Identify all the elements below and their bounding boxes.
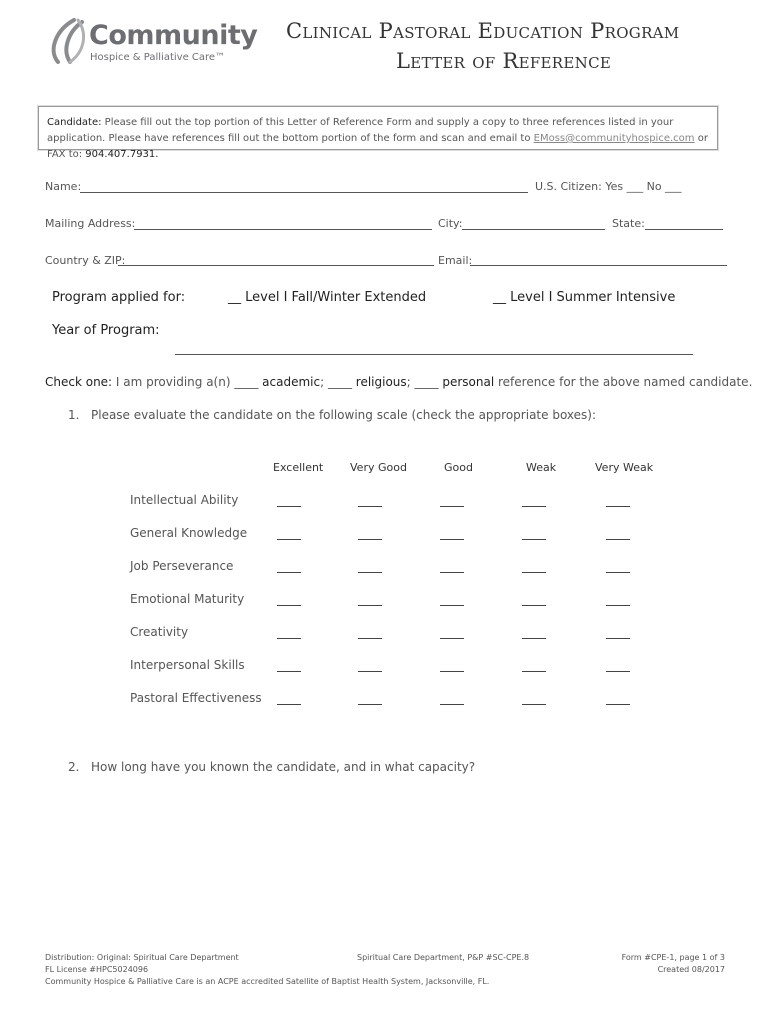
country-zip-label: Country & ZIP:	[45, 254, 126, 267]
email-link[interactable]: EMoss@communityhospice.com	[533, 133, 695, 144]
citizen-label[interactable]: U.S. Citizen: Yes ___ No ___	[535, 180, 682, 193]
rating-blank-emotional-maturity-very-good[interactable]	[358, 605, 382, 606]
email-label: Email:	[438, 254, 473, 267]
rating-blank-job-perseverance-weak[interactable]	[522, 572, 546, 573]
scale-header-good: Good	[444, 461, 473, 474]
rating-blank-job-perseverance-very-good[interactable]	[358, 572, 382, 573]
rating-blank-interpersonal-skills-excellent[interactable]	[277, 671, 301, 672]
footer-license: FL License #HPC5024096	[45, 965, 149, 974]
scale-header-very-weak: Very Weak	[595, 461, 654, 474]
criterion-job-perseverance: Job Perseverance	[130, 559, 234, 573]
fax-text: or FAX to:	[47, 133, 708, 160]
footer-accreditation: Community Hospice & Palliative Care is an ACPE accredited Satellite of Baptist Health System, Jacksonville, FL.	[45, 977, 490, 986]
fax-number: 904.407.7931.	[85, 149, 159, 160]
footer-department: Spiritual Care Department, P&P #SC-CPE.8	[357, 953, 530, 962]
rating-blank-general-knowledge-weak[interactable]	[522, 539, 546, 540]
program-option-summer[interactable]: __ Level I Summer Intensive	[493, 290, 676, 305]
rating-blank-pastoral-effectiveness-very-good[interactable]	[358, 704, 382, 705]
rating-blank-pastoral-effectiveness-weak[interactable]	[522, 704, 546, 705]
rating-blank-general-knowledge-very-weak[interactable]	[606, 539, 630, 540]
rating-blank-general-knowledge-good[interactable]	[440, 539, 464, 540]
criterion-interpersonal-skills: Interpersonal Skills	[130, 658, 245, 672]
form-title-line1: Clinical Pastoral Education Program	[286, 19, 680, 43]
rating-blank-intellectual-ability-very-weak[interactable]	[606, 506, 630, 507]
criterion-intellectual-ability: Intellectual Ability	[130, 493, 239, 507]
rating-blank-interpersonal-skills-very-good[interactable]	[358, 671, 382, 672]
rating-blank-creativity-good[interactable]	[440, 638, 464, 639]
rating-blank-interpersonal-skills-weak[interactable]	[522, 671, 546, 672]
rating-blank-general-knowledge-excellent[interactable]	[277, 539, 301, 540]
religious-option: religious	[355, 375, 407, 389]
state-label: State:	[612, 217, 645, 230]
academic-blank[interactable]: ____	[234, 375, 259, 389]
question-2-number: 2.	[68, 760, 80, 774]
academic-option: academic	[262, 375, 321, 389]
country-zip-field[interactable]	[118, 265, 434, 266]
city-label: City:	[438, 217, 463, 230]
instructions-label: Candidate:	[47, 117, 102, 128]
footer-created: Created 08/2017	[657, 965, 725, 974]
email-field[interactable]	[470, 265, 727, 266]
criterion-pastoral-effectiveness: Pastoral Effectiveness	[130, 691, 262, 705]
program-label: Program applied for:	[52, 290, 186, 305]
rating-blank-interpersonal-skills-very-weak[interactable]	[606, 671, 630, 672]
rating-blank-interpersonal-skills-good[interactable]	[440, 671, 464, 672]
question-1-text: Please evaluate the candidate on the following scale (check the appropriate boxes):	[91, 408, 597, 422]
personal-option: personal	[442, 375, 495, 389]
name-label: Name:	[45, 180, 82, 193]
logo-wordmark: Community	[89, 20, 258, 51]
rating-blank-emotional-maturity-good[interactable]	[440, 605, 464, 606]
criterion-emotional-maturity: Emotional Maturity	[130, 592, 245, 606]
rating-blank-creativity-very-good[interactable]	[358, 638, 382, 639]
sep-1: ;	[320, 375, 328, 389]
religious-blank[interactable]: ____	[327, 375, 352, 389]
rating-blank-intellectual-ability-excellent[interactable]	[277, 506, 301, 507]
rating-blank-general-knowledge-very-good[interactable]	[358, 539, 382, 540]
rating-blank-emotional-maturity-weak[interactable]	[522, 605, 546, 606]
rating-blank-job-perseverance-excellent[interactable]	[277, 572, 301, 573]
rating-blank-pastoral-effectiveness-good[interactable]	[440, 704, 464, 705]
footer-distribution: Distribution: Original: Spiritual Care Department	[45, 953, 239, 962]
rating-blank-intellectual-ability-weak[interactable]	[522, 506, 546, 507]
instructions-text: Please fill out the top portion of this Letter of Reference Form and supply a copy to three references listed in your application. Please have references fill out the bottom portion of the form and scan and email to	[47, 117, 674, 144]
mailing-address-field[interactable]	[134, 229, 432, 230]
rating-blank-creativity-weak[interactable]	[522, 638, 546, 639]
program-option-fall-winter[interactable]: __ Level I Fall/Winter Extended	[228, 290, 427, 305]
rating-blank-job-perseverance-good[interactable]	[440, 572, 464, 573]
rating-blank-creativity-very-weak[interactable]	[606, 638, 630, 639]
rating-blank-emotional-maturity-excellent[interactable]	[277, 605, 301, 606]
state-field[interactable]	[645, 229, 723, 230]
criterion-creativity: Creativity	[130, 625, 189, 639]
city-field[interactable]	[462, 229, 605, 230]
rating-blank-job-perseverance-very-weak[interactable]	[606, 572, 630, 573]
mailing-address-label: Mailing Address:	[45, 217, 136, 230]
footer-form-number: Form #CPE-1, page 1 of 3	[621, 953, 725, 962]
instructions-box	[38, 106, 718, 160]
rating-blank-intellectual-ability-very-good[interactable]	[358, 506, 382, 507]
rating-blank-intellectual-ability-good[interactable]	[440, 506, 464, 507]
rating-blank-creativity-excellent[interactable]	[277, 638, 301, 639]
question-2-text: How long have you known the candidate, and in what capacity?	[91, 760, 476, 774]
scale-header-weak: Weak	[526, 461, 557, 474]
rating-blank-pastoral-effectiveness-excellent[interactable]	[277, 704, 301, 705]
scale-header-very-good: Very Good	[350, 461, 407, 474]
personal-blank[interactable]: ____	[414, 375, 439, 389]
scale-header-excellent: Excellent	[273, 461, 324, 474]
check-one-label: Check one:	[45, 375, 113, 389]
reference-type-row	[45, 375, 752, 389]
form-title-line2: Letter of Reference	[396, 49, 612, 73]
question-1-number: 1.	[68, 408, 80, 422]
rating-blank-pastoral-effectiveness-very-weak[interactable]	[606, 704, 630, 705]
year-of-program-label: Year of Program:	[52, 323, 160, 338]
check-suffix: reference for the above named candidate.	[494, 375, 753, 389]
year-of-program-field[interactable]	[175, 354, 693, 355]
check-prefix: I am providing a(n)	[112, 375, 235, 389]
sep-2: ;	[406, 375, 415, 389]
criterion-general-knowledge: General Knowledge	[130, 526, 248, 540]
logo-tagline: Hospice & Palliative Care™	[90, 52, 226, 63]
name-field[interactable]	[80, 192, 528, 193]
rating-blank-emotional-maturity-very-weak[interactable]	[606, 605, 630, 606]
